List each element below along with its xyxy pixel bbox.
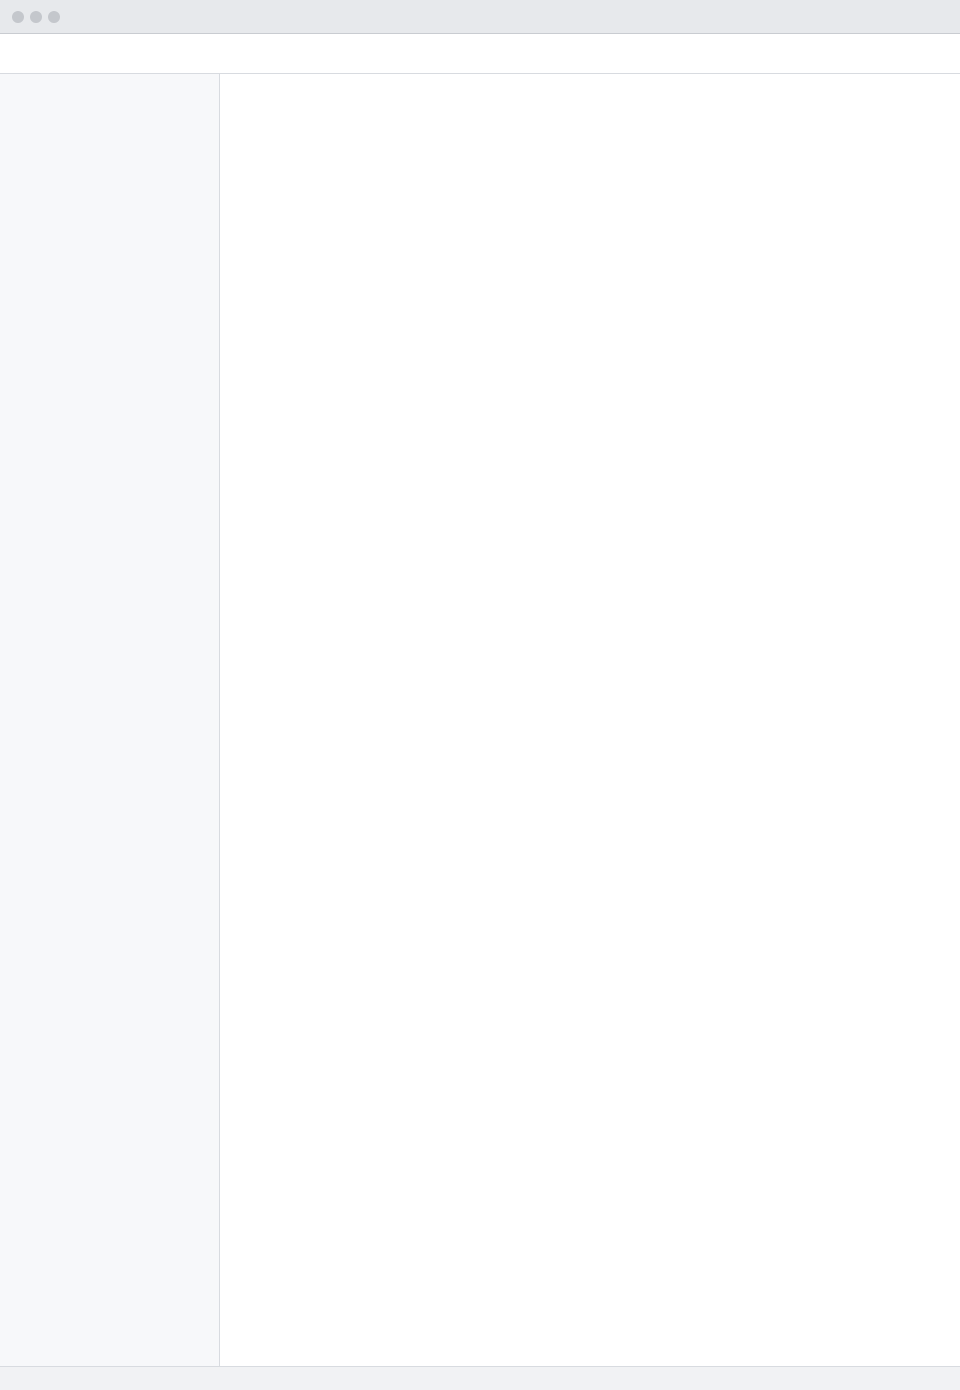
- status-bar: [0, 1366, 960, 1390]
- minimize-window-icon[interactable]: [30, 11, 42, 23]
- maximize-window-icon[interactable]: [48, 11, 60, 23]
- close-window-icon[interactable]: [12, 11, 24, 23]
- sidebar: [0, 74, 220, 1366]
- toolbar: [0, 34, 960, 74]
- window-controls: [12, 11, 60, 23]
- title-bar: [0, 0, 960, 34]
- app-body: [0, 74, 960, 1366]
- main-content: [220, 74, 960, 1366]
